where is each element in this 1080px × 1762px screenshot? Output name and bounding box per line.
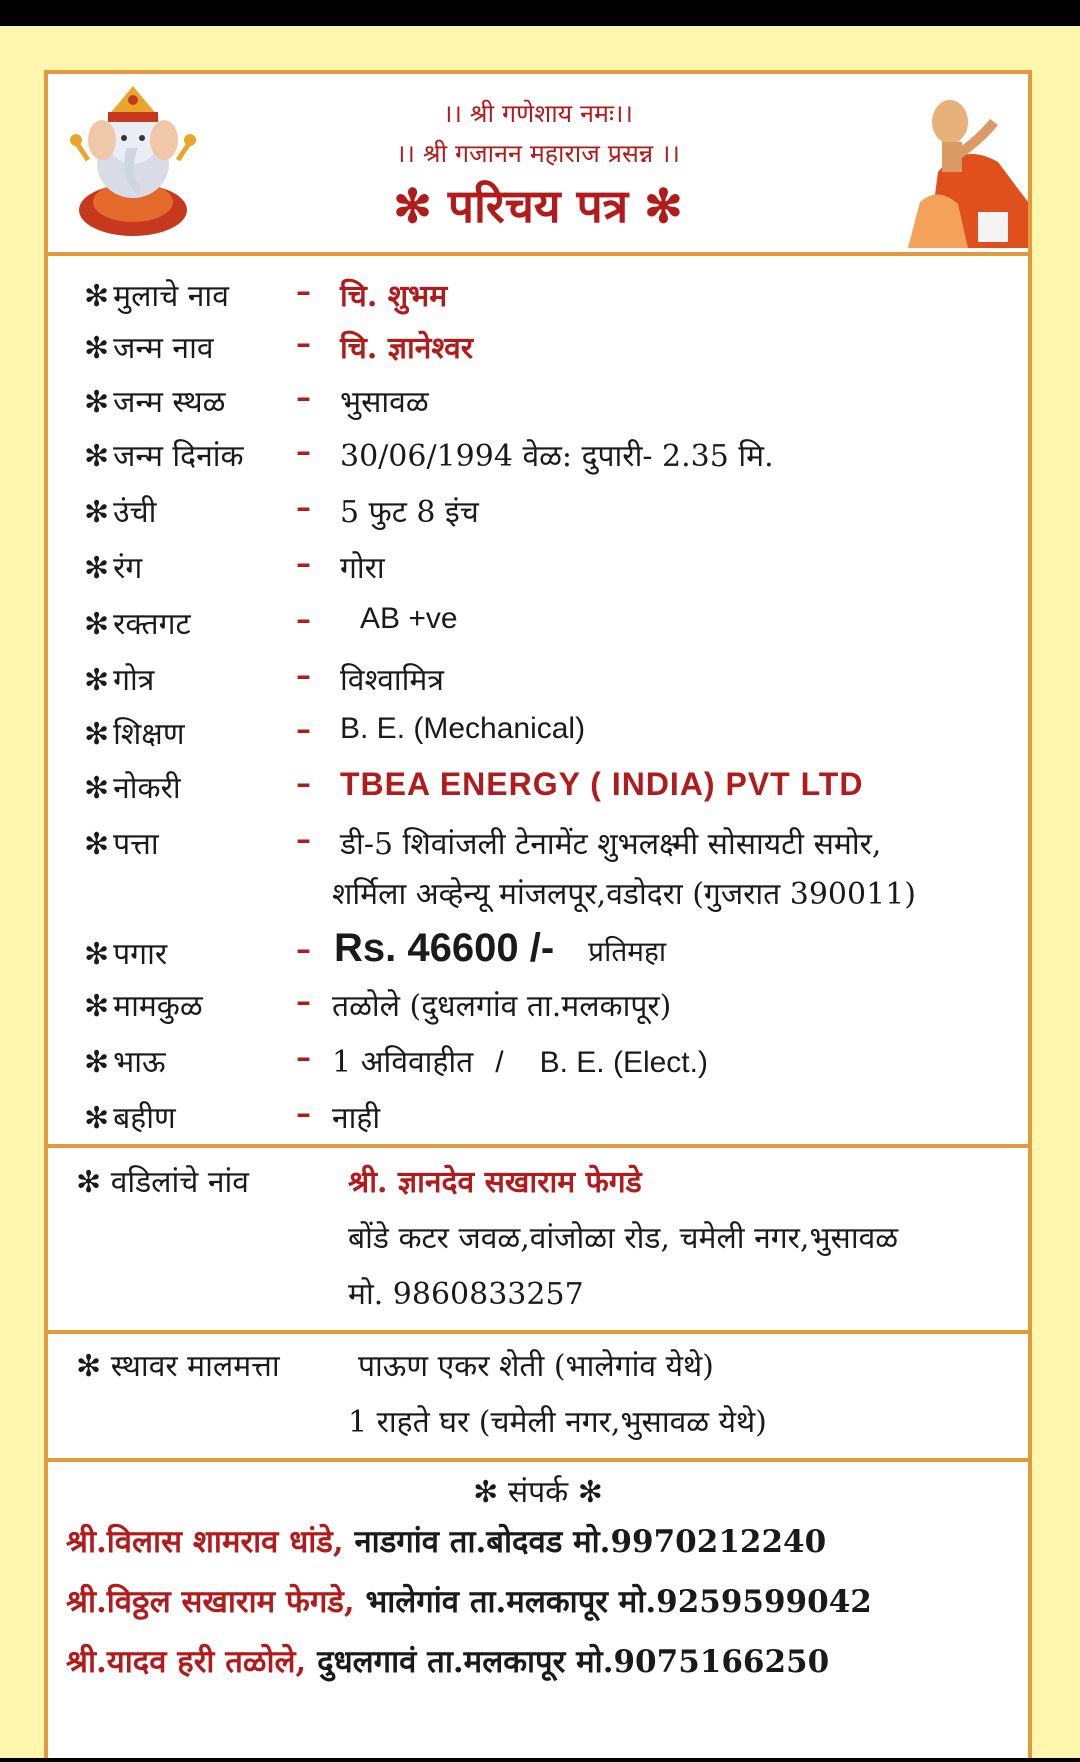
detail-row-sister (48, 1096, 1028, 1146)
dash: – (296, 712, 311, 747)
father-address: बोंडे कटर जवळ,वांजोळा रोड, चमेली नगर,भुसावळ (348, 1221, 899, 1256)
detail-value: डी-5 शिवांजली टेनामेंट शुभलक्ष्मी सोसायटी समोर, (340, 827, 882, 862)
title-mark-left: ✻ (393, 179, 432, 233)
contact-detail: भालेगांव ता.मलकापूर मो.9259599042 (354, 1584, 872, 1620)
contact-detail: नाडगांव ता.बोदवड मो.9970212240 (343, 1524, 827, 1560)
dash: – (296, 434, 311, 469)
star-icon: ✻ (84, 551, 110, 586)
contact-person-3 (66, 1640, 829, 1682)
slash: / (495, 1046, 504, 1079)
detail-label: जन्म नाव (113, 331, 214, 366)
star-icon: ✻ (568, 1475, 603, 1510)
gajanan-maharaj-image (898, 82, 1028, 248)
biodata-card (44, 70, 1032, 1758)
father-mobile: मो. 9860833257 (348, 1277, 584, 1312)
star-icon: ✻ (84, 495, 110, 530)
detail-row-job (48, 766, 1028, 816)
page-background (0, 26, 1080, 1758)
detail-value: AB +ve (360, 602, 458, 635)
star-icon: ✻ (473, 1475, 508, 1510)
detail-label: बहीण (113, 1101, 176, 1136)
title-mark-right: ✻ (644, 179, 683, 233)
contact-name: श्री.विलास शामराव धांडे, (66, 1524, 344, 1560)
detail-label: उंची (113, 495, 157, 530)
dash: – (296, 602, 311, 637)
detail-value: चि. शुभम (340, 279, 448, 314)
star-icon: ✻ (84, 827, 110, 862)
detail-label: रक्तगट (113, 607, 191, 642)
detail-label: पत्ता (113, 827, 159, 862)
detail-value: तळोले (दुधलगांव ता.मलकापूर) (332, 989, 672, 1024)
detail-value: चि. ज्ञानेश्वर (340, 331, 474, 366)
star-icon: ✻ (84, 279, 110, 314)
property-line-2: 1 राहते घर (चमेली नगर,भुसावळ येथे) (348, 1405, 767, 1440)
dash: – (296, 490, 311, 525)
father-name: श्री. ज्ञानदेव सखाराम फेगडे (348, 1165, 642, 1200)
father-section (48, 1148, 1028, 1328)
detail-row-blood-group (48, 602, 1028, 652)
detail-value: गोरा (340, 551, 385, 586)
detail-label: नोकरी (113, 771, 181, 806)
detail-row-education (48, 712, 1028, 762)
dash: – (296, 1096, 311, 1131)
star-icon: ✻ (84, 1101, 110, 1136)
star-icon: ✻ (84, 607, 110, 642)
header-line-1: ।। श्री गणेशाय नमः।। (443, 99, 633, 128)
details-section (48, 256, 1028, 1134)
dash: – (296, 274, 311, 309)
contact-person-1 (66, 1520, 826, 1562)
property-line-1: पाऊण एकर शेती (भालेगांव येथे) (358, 1349, 714, 1384)
detail-value: नाही (332, 1101, 381, 1136)
salary-suffix: प्रतिमहा (588, 935, 667, 968)
contact-name: श्री.यादव हरी तळोले, (66, 1644, 307, 1680)
star-icon: ✻ (84, 989, 110, 1024)
detail-value: भुसावळ (340, 385, 429, 420)
detail-label: गोत्र (113, 663, 155, 698)
detail-value: TBEA ENERGY ( INDIA) PVT LTD (340, 766, 864, 802)
dash: – (296, 984, 311, 1019)
dash: – (296, 326, 311, 361)
contact-detail: दुधलगावं ता.मलकापूर मो.9075166250 (306, 1644, 830, 1680)
star-icon: ✻ (84, 771, 110, 806)
detail-row-gotra (48, 658, 1028, 708)
star-icon: ✻ (84, 937, 110, 972)
dash: – (296, 658, 311, 693)
detail-label: मुलाचे नाव (113, 279, 229, 314)
father-label: वडिलांचे नांव (110, 1165, 249, 1200)
detail-label: रंग (113, 551, 143, 586)
detail-row-birth-name (48, 326, 1028, 376)
detail-label: जन्म दिनांक (113, 439, 244, 474)
detail-value-line-2: शर्मिला अव्हेन्यू मांजलपूर,वडोदरा (गुजरात 390011) (332, 877, 916, 912)
page-title (48, 174, 1028, 236)
detail-value: विश्वामित्र (340, 663, 444, 698)
star-icon: ✻ (84, 385, 110, 420)
star-icon: ✻ (84, 663, 110, 698)
dash: – (296, 932, 311, 967)
status-bar (0, 0, 1080, 26)
detail-row-salary (48, 926, 1028, 976)
detail-label: जन्म स्थळ (113, 385, 226, 420)
detail-value: 30/06/1994 वेळ: दुपारी- 2.35 मि. (340, 439, 774, 474)
star-icon: ✻ (84, 331, 110, 366)
detail-label: मामकुळ (113, 989, 203, 1024)
detail-row-boy-name (48, 274, 1028, 324)
dash: – (296, 822, 311, 857)
dash: – (296, 1040, 311, 1075)
detail-label: शिक्षण (113, 717, 185, 752)
detail-suffix: B. E. (Elect.) (539, 1046, 708, 1079)
contact-person-2 (66, 1580, 872, 1622)
detail-value: 5 फुट 8 इंच (340, 495, 479, 530)
salary-value: Rs. 46600 /- (334, 926, 555, 970)
title-text: परिचय पत्र (447, 179, 629, 233)
header-section (48, 74, 1028, 252)
header-line-2: ।। श्री गजानन महाराज प्रसन्न ।। (396, 139, 680, 168)
contact-title: ✻ संपर्क ✻ (473, 1475, 603, 1510)
property-section (48, 1334, 1028, 1458)
star-icon: ✻ (84, 717, 110, 752)
detail-label: पगार (113, 937, 168, 972)
star-icon: ✻ (76, 1165, 111, 1200)
property-label: स्थावर मालमत्ता (110, 1349, 280, 1384)
star-icon: ✻ (84, 439, 110, 474)
detail-value: B. E. (Mechanical) (340, 712, 586, 745)
detail-row-address (48, 822, 1028, 922)
dash: – (296, 546, 311, 581)
detail-row-maternal-family (48, 984, 1028, 1034)
dash: – (296, 766, 311, 801)
star-icon: ✻ (84, 1045, 110, 1080)
detail-row-height (48, 490, 1028, 540)
detail-row-brother (48, 1040, 1028, 1090)
contact-name: श्री.विठ्ठल सखाराम फेगडे, (66, 1584, 355, 1620)
detail-row-birth-date (48, 434, 1028, 484)
dash: – (296, 380, 311, 415)
contact-section (48, 1462, 1028, 1762)
detail-row-birth-place (48, 380, 1028, 430)
detail-row-complexion (48, 546, 1028, 596)
detail-label: भाऊ (113, 1045, 166, 1080)
detail-value: 1 अविवाहीत (332, 1045, 474, 1080)
star-icon: ✻ (76, 1349, 111, 1384)
